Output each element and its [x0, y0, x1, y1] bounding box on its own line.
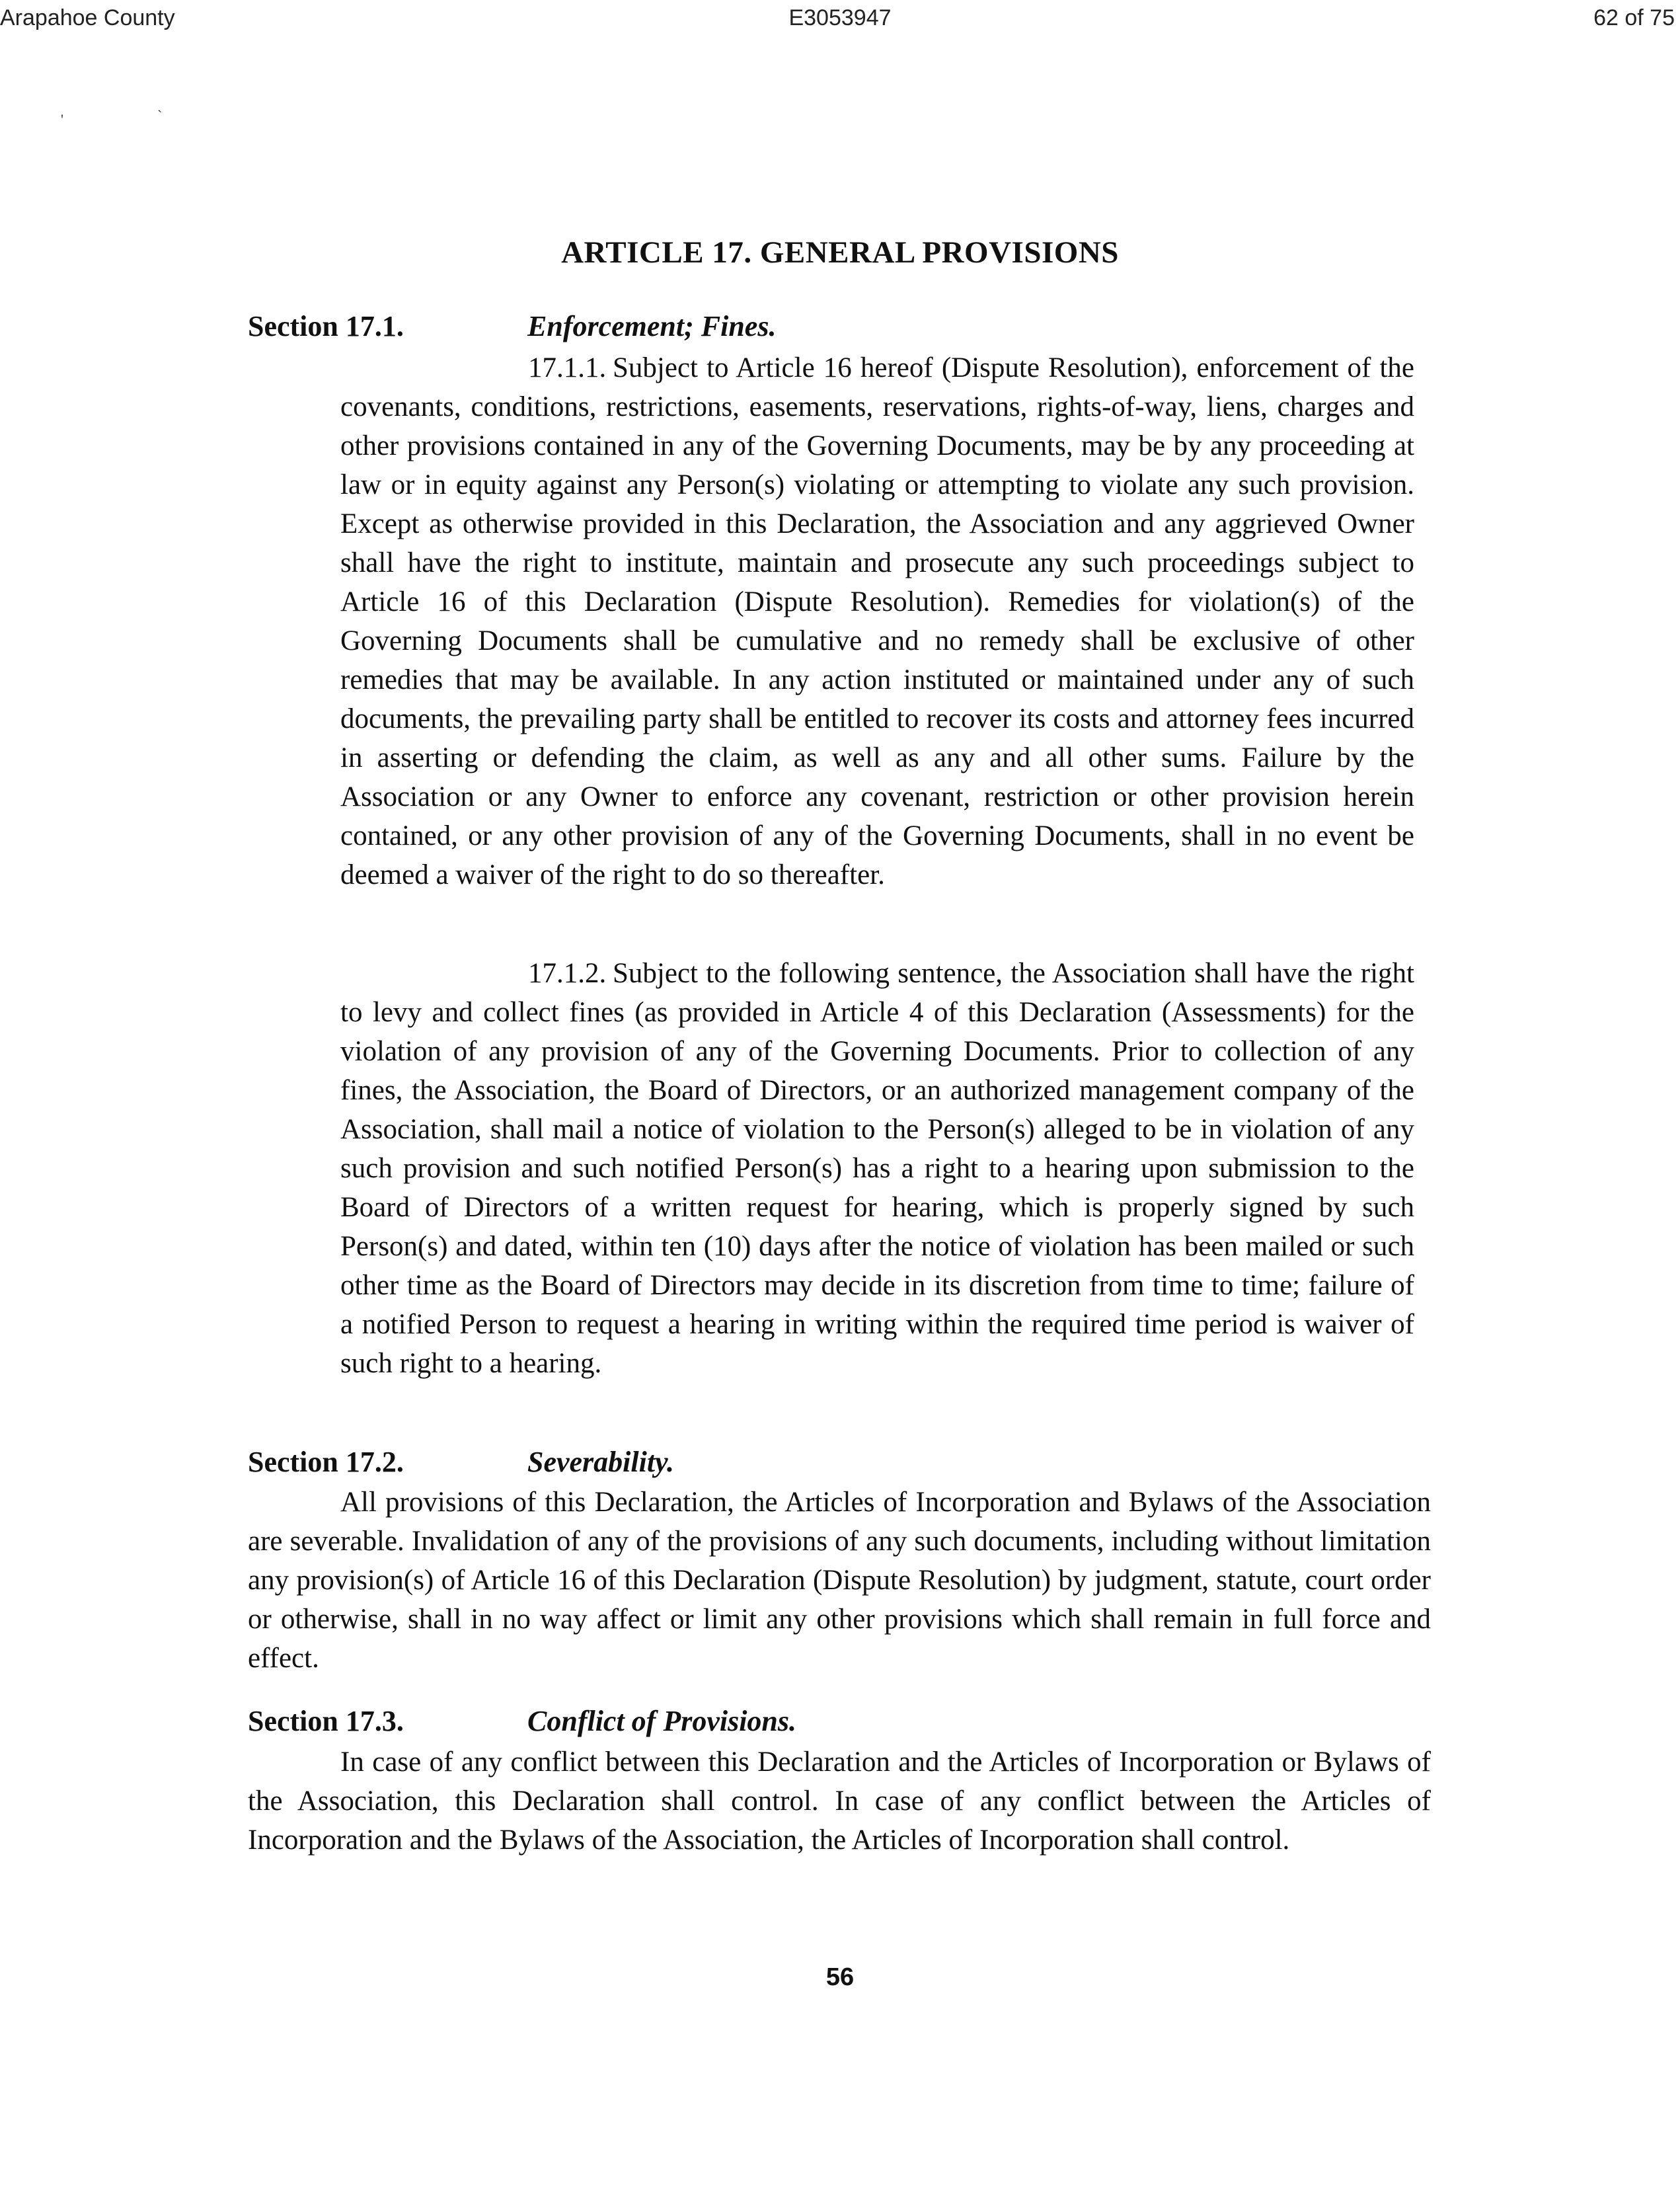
section-title: Severability.	[527, 1446, 674, 1478]
scan-speck-mark: '	[61, 111, 63, 128]
subsection-number: 17.1.1.	[528, 352, 607, 383]
section-paragraph: All provisions of this Declaration, the Articles of Incorporation and Bylaws of the Association are severable. Invalidation of any of the provisions of any such documents, including without limitation any provision(s) of Article 16 of this Declaration (Dispute Resolution) by judgment, statute, court order or otherwise, shall in no way affect or limit any other provisions which shall remain in full force and effect.	[248, 1487, 1431, 1674]
page-number: 56	[825, 1963, 855, 1991]
page-counter: 62 of 75	[1593, 5, 1675, 30]
subsection-paragraph	[340, 348, 1414, 894]
scan-speck-mark: `	[157, 107, 163, 124]
subsection-number: 17.1.2.	[528, 958, 607, 989]
section-paragraph: In case of any conflict between this Declaration and the Articles of Incorporation or Bylaws of the Association, this Declaration shall control. In case of any conflict between the Articles of Incorporation and the Bylaws of the Association, the Articles of Incorporation shall control.	[248, 1747, 1431, 1856]
subsection-text: Subject to the following sentence, the Association shall have the right to levy and collect fines (as provided in Article 4 of this Declaration (Assessments) for the violation of any provision of any of the Governing Documents. Prior to collection of any fines, the Association, the Board of Directors, or an authorized management company of the Association, shall mail a notice of violation to the Person(s) alleged to be in violation of any such provision and such notified Person(s) has a right to a hearing upon submission to the Board of Directors of a written request for hearing, which is properly signed by such Person(s) and dated, within ten (10) days after the notice of violation has been mailed or such other time as the Board of Directors may decide in its discretion from time to time; failure of a notified Person to request a hearing in writing within the required time period is waiver of such right to a hearing.	[340, 958, 1414, 1379]
article-title: ARTICLE 17. GENERAL PROVISIONS	[561, 235, 1119, 270]
section-heading	[248, 1704, 796, 1738]
section-heading	[248, 309, 776, 343]
section-heading	[248, 1445, 674, 1479]
section-title: Conflict of Provisions.	[527, 1705, 797, 1737]
page-header	[0, 5, 1680, 45]
county-name: Arapahoe County	[0, 5, 175, 30]
subsection-text: Subject to Article 16 hereof (Dispute Resolution), enforcement of the covenants, conditions, restrictions, easements, reservations, rights-of-way, liens, charges and other provisions contained in any of the Governing Documents, may be by any proceeding at law or in equity against any Person(s) violating or attempting to violate any such provision. Except as otherwise provided in this Declaration, the Association and any aggrieved Owner shall have the right to institute, maintain and prosecute any such proceedings subject to Article 16 of this Declaration (Dispute Resolution). Remedies for violation(s) of the Governing Documents shall be cumulative and no remedy shall be exclusive of other remedies that may be available. In any action instituted or maintained under any of such documents, the prevailing party shall be entitled to recover its costs and attorney fees incurred in asserting or defending the claim, as well as any and all other sums. Failure by the Association or any Owner to enforce any covenant, restriction or other provision herein contained, or any other provision of any of the Governing Documents, shall in no event be deemed a waiver of the right to do so thereafter.	[340, 352, 1414, 890]
section-number: Section 17.2.	[248, 1446, 404, 1478]
subsection-paragraph	[340, 954, 1414, 1383]
section-number: Section 17.1.	[248, 310, 404, 342]
document-id: E3053947	[788, 5, 892, 30]
section-title: Enforcement; Fines.	[527, 310, 777, 342]
section-number: Section 17.3.	[248, 1705, 404, 1737]
